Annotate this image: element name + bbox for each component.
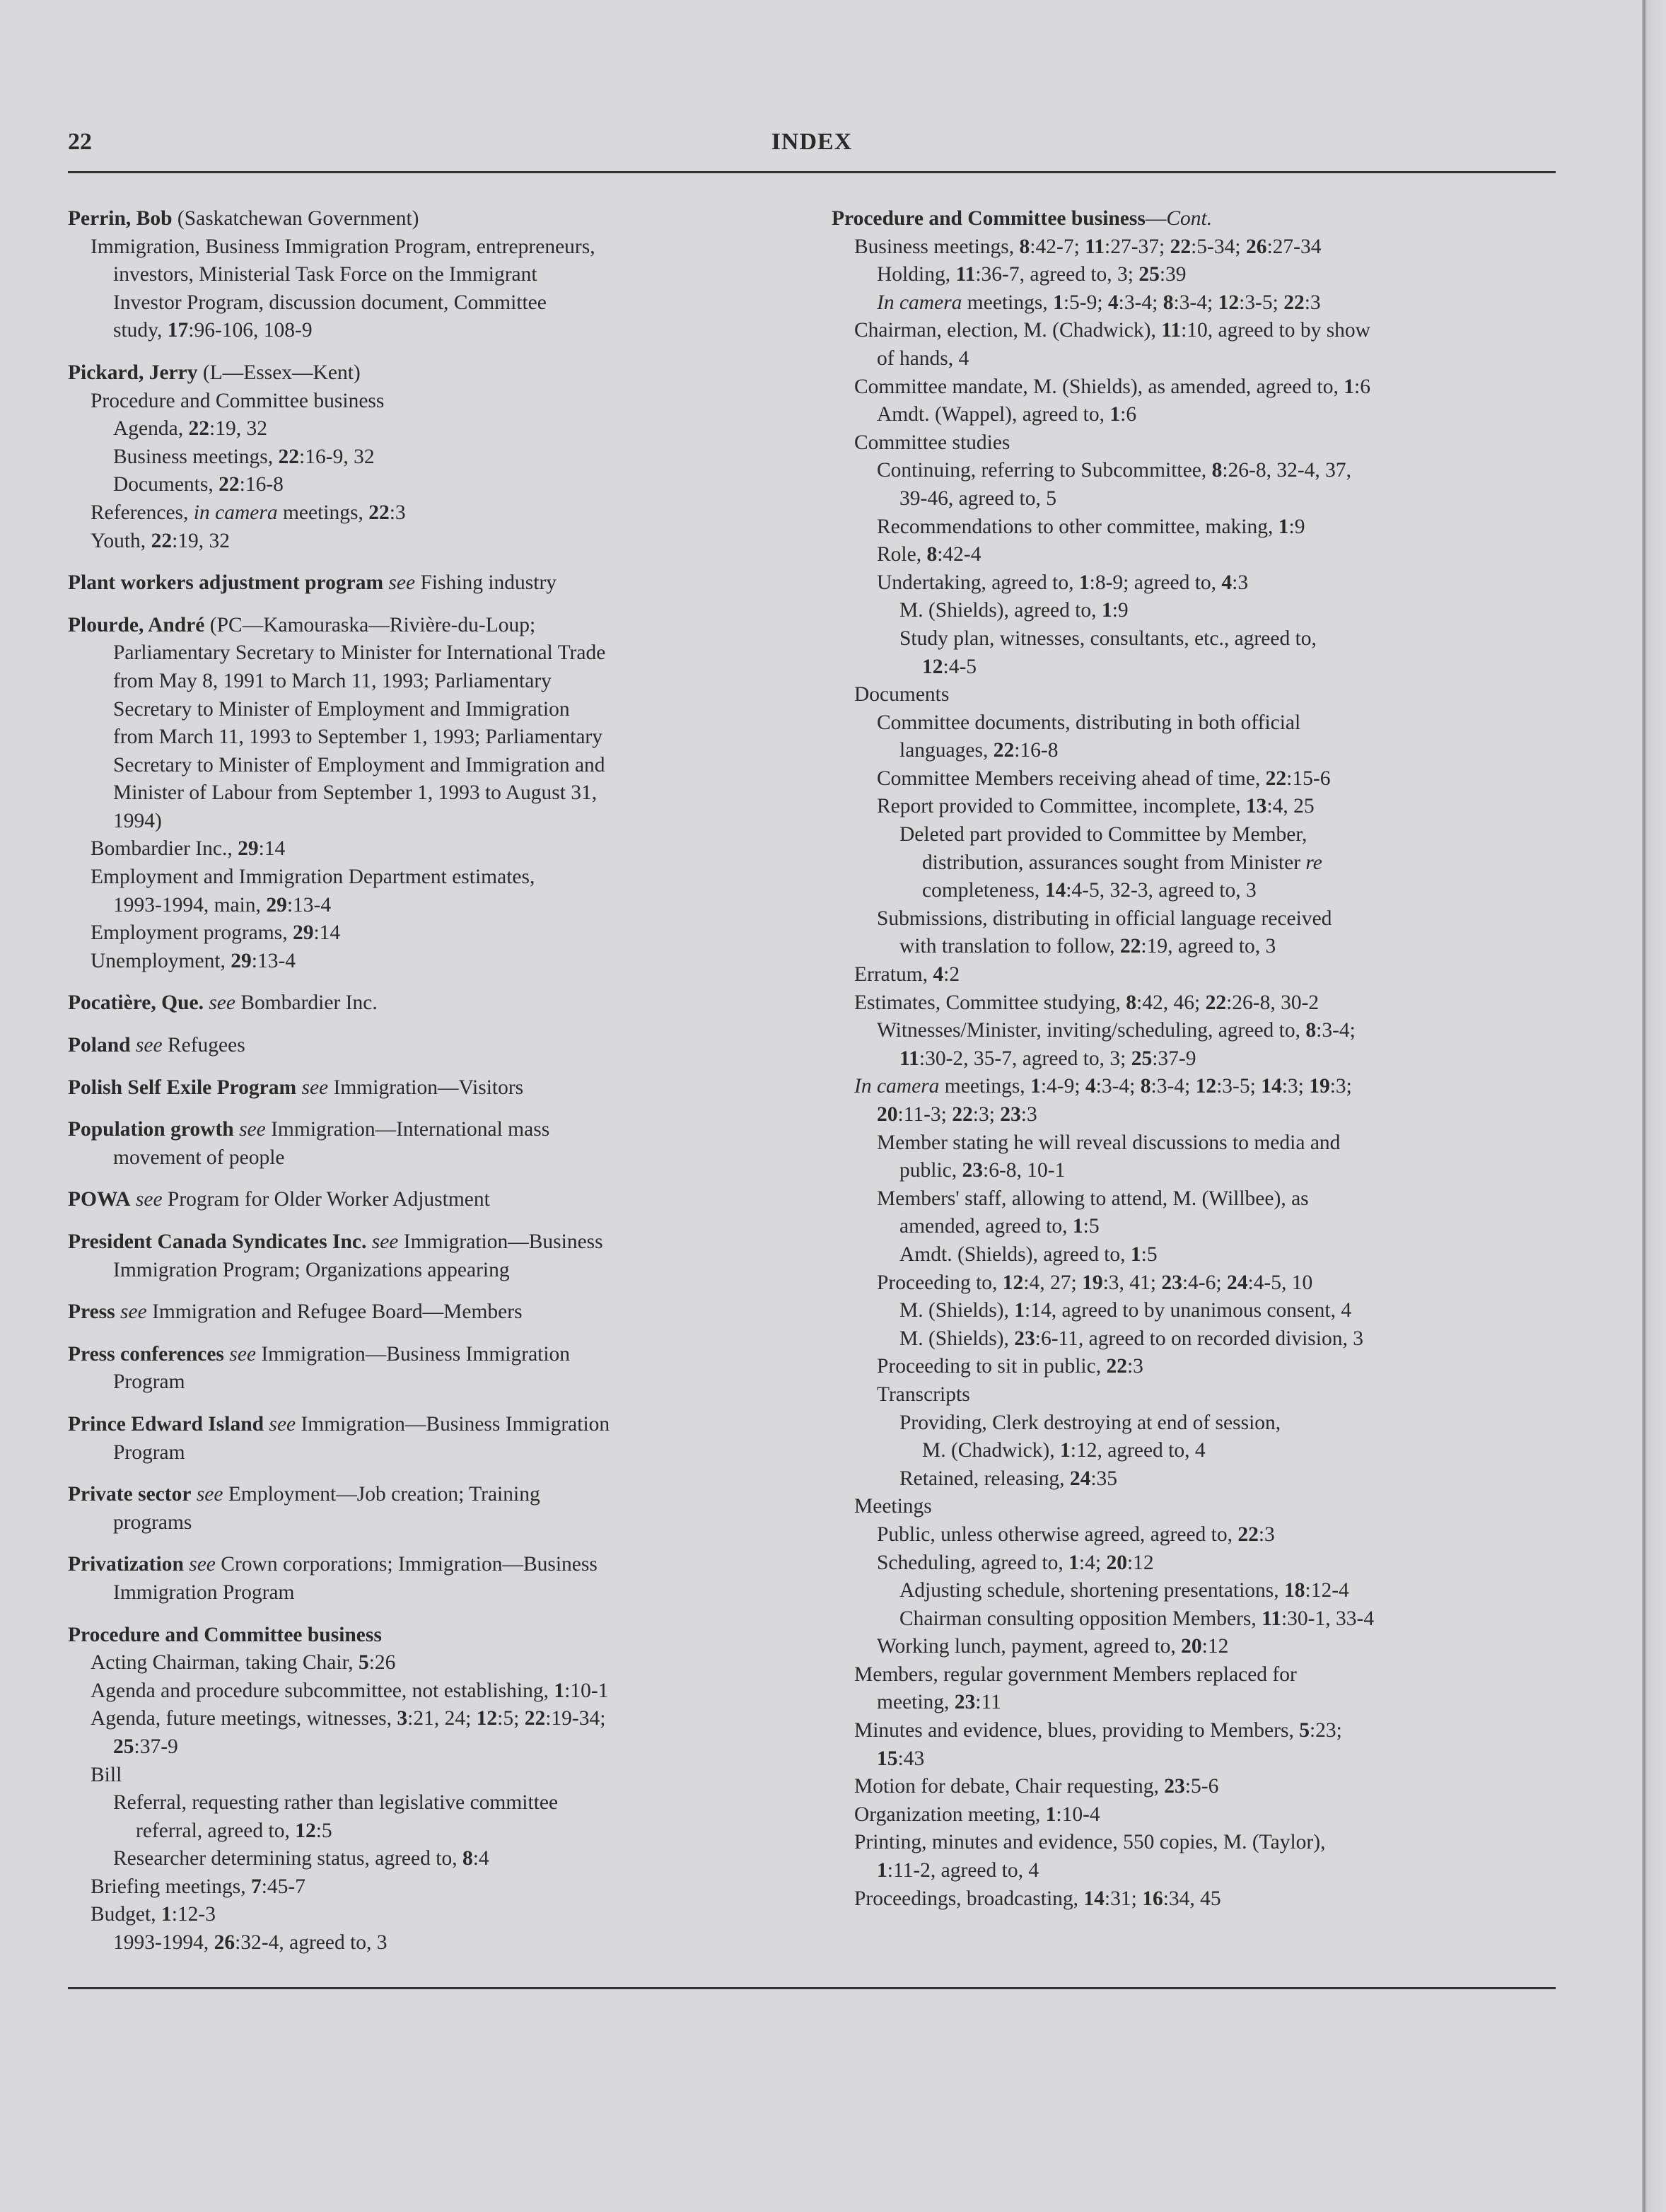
index-subentry: Committee mandate, M. (Shields), as amended, agreed to, 1:6 — [854, 375, 1370, 398]
page-number: 22 — [68, 129, 92, 155]
index-subentry: Motion for debate, Chair requesting, 23:5-6 — [854, 1775, 1219, 1798]
index-subentry: References, in camera meetings, 22:3 — [91, 501, 406, 524]
index-subentry: M. (Shields), 23:6-11, agreed to on recorded division, 3 — [899, 1327, 1363, 1350]
index-subentry: Members, regular government Members replaced for — [854, 1663, 1297, 1686]
index-subentry: 15:43 — [877, 1747, 925, 1770]
index-subentry: Immigration Program; Organizations appearing — [113, 1258, 510, 1281]
index-subentry: Organization meeting, 1:10-4 — [854, 1803, 1100, 1826]
index-subentry: distribution, assurances sought from Minister re — [922, 851, 1322, 874]
index-subentry: Researcher determining status, agreed to, 8:4 — [113, 1847, 489, 1870]
index-subentry: Deleted part provided to Committee by Member, — [899, 823, 1307, 846]
index-subentry: Secretary to Minister of Employment and Immigration and — [113, 753, 605, 776]
index-subentry: Chairman, election, M. (Chadwick), 11:10, agreed to by show — [854, 319, 1370, 342]
index-subentry: Member stating he will reveal discussions to media and — [877, 1131, 1341, 1154]
index-subentry: Briefing meetings, 7:45-7 — [91, 1875, 305, 1898]
index-entry — [68, 1411, 853, 1467]
index-entry — [68, 989, 853, 1018]
index-subentry: In camera meetings, 1:5-9; 4:3-4; 8:3-4; 12:3-5; 22:3 — [877, 291, 1321, 314]
index-subentry: Immigration, Business Immigration Program, entrepreneurs, — [91, 235, 595, 258]
index-heading: Private sector see Employment—Job creation; Training — [68, 1483, 540, 1506]
index-subentry: Program — [113, 1440, 185, 1464]
index-column-right — [832, 205, 1617, 1927]
index-subentry: 11:30-2, 35-7, agreed to, 3; 25:37-9 — [899, 1047, 1196, 1070]
index-subentry: movement of people — [113, 1146, 285, 1169]
index-subentry: Members' staff, allowing to attend, M. (Willbee), as — [877, 1187, 1309, 1210]
index-subentry: Documents, 22:16-8 — [113, 473, 284, 496]
index-subentry: with translation to follow, 22:19, agreed to, 3 — [899, 935, 1276, 958]
index-subentry: Role, 8:42-4 — [877, 543, 981, 566]
index-subentry: 1:11-2, agreed to, 4 — [877, 1859, 1039, 1882]
index-subentry: Proceeding to sit in public, 22:3 — [877, 1355, 1143, 1378]
index-subentry: Committee documents, distributing in both official — [877, 711, 1301, 734]
index-subentry: Providing, Clerk destroying at end of session, — [899, 1411, 1281, 1434]
index-subentry: 1994) — [113, 809, 162, 832]
index-subentry: investors, Ministerial Task Force on the Immigrant — [113, 263, 537, 286]
index-subentry: Agenda and procedure subcommittee, not establishing, 1:10-1 — [91, 1679, 609, 1702]
index-subentry: Employment programs, 29:14 — [91, 921, 341, 945]
index-heading: Perrin, Bob (Saskatchewan Government) — [68, 207, 419, 230]
index-column-left — [68, 205, 853, 1972]
index-subentry: Parliamentary Secretary to Minister for International Trade — [113, 641, 606, 665]
index-subentry: 12:4-5 — [922, 655, 977, 678]
index-subentry: Minutes and evidence, blues, providing to Members, 5:23; — [854, 1719, 1342, 1742]
index-entry — [68, 1298, 853, 1327]
index-entry — [68, 612, 853, 976]
index-subentry: public, 23:6-8, 10-1 — [899, 1159, 1066, 1182]
index-subentry: Agenda, 22:19, 32 — [113, 417, 267, 441]
index-heading: Press conferences see Immigration—Business Immigration — [68, 1342, 571, 1366]
index-subentry: Continuing, referring to Subcommittee, 8:26-8, 32-4, 37, — [877, 459, 1352, 482]
index-entry — [68, 1622, 853, 1957]
index-heading: Pocatière, Que. see Bombardier Inc. — [68, 991, 378, 1015]
index-subentry: Secretary to Minister of Employment and Immigration — [113, 697, 570, 721]
index-subentry: from March 11, 1993 to September 1, 1993; Parliamentary — [113, 726, 602, 749]
index-subentry: referral, agreed to, 12:5 — [136, 1819, 332, 1842]
index-subentry: amended, agreed to, 1:5 — [899, 1215, 1100, 1238]
index-entry — [68, 1341, 853, 1397]
index-subentry: Undertaking, agreed to, 1:8-9; agreed to, 4:3 — [877, 571, 1249, 594]
index-subentry: languages, 22:16-8 — [899, 739, 1059, 762]
index-entry — [68, 569, 853, 598]
index-subentry: Proceedings, broadcasting, 14:31; 16:34, 45 — [854, 1887, 1221, 1910]
index-entry — [68, 1186, 853, 1214]
index-subentry: from May 8, 1991 to March 11, 1993; Parliamentary — [113, 669, 552, 692]
header-rule — [68, 171, 1556, 173]
index-subentry: 1993-1994, 26:32-4, agreed to, 3 — [113, 1931, 388, 1955]
index-subentry: M. (Chadwick), 1:12, agreed to, 4 — [922, 1439, 1206, 1462]
index-entry — [68, 1481, 853, 1537]
index-entry — [68, 1116, 853, 1172]
index-heading: Press see Immigration and Refugee Board—Members — [68, 1300, 523, 1324]
index-heading: President Canada Syndicates Inc. see Immigration—Business — [68, 1230, 603, 1253]
index-entry — [68, 359, 853, 555]
index-heading: Population growth see Immigration—International mass — [68, 1118, 550, 1141]
running-head: INDEX — [771, 129, 853, 155]
index-subentry: Report provided to Committee, incomplete, 13:4, 25 — [877, 795, 1315, 818]
index-subentry: Documents — [854, 683, 950, 706]
index-heading: POWA see Program for Older Worker Adjustment — [68, 1188, 490, 1211]
index-subentry: Scheduling, agreed to, 1:4; 20:12 — [877, 1551, 1154, 1574]
index-subentry: Meetings — [854, 1495, 932, 1518]
index-subentry: Budget, 1:12-3 — [91, 1903, 216, 1926]
index-subentry: Retained, releasing, 24:35 — [899, 1467, 1118, 1490]
index-heading: Pickard, Jerry (L—Essex—Kent) — [68, 361, 361, 384]
index-subentry: Minister of Labour from September 1, 1993 to August 31, — [113, 781, 598, 805]
index-subentry: Investor Program, discussion document, Committee — [113, 291, 547, 314]
index-subentry: Recommendations to other committee, making, 1:9 — [877, 515, 1305, 538]
index-subentry: Study plan, witnesses, consultants, etc., agreed to, — [899, 627, 1317, 650]
index-subentry: Business meetings, 8:42-7; 11:27-37; 22:5-34; 26:27-34 — [854, 235, 1322, 258]
index-subentry: Program — [113, 1370, 185, 1394]
index-subentry: Submissions, distributing in official language received — [877, 907, 1332, 930]
index-subentry: Printing, minutes and evidence, 550 copies, M. (Taylor), — [854, 1831, 1326, 1854]
index-subentry: Acting Chairman, taking Chair, 5:26 — [91, 1651, 396, 1675]
index-subentry: Committee studies — [854, 431, 1010, 454]
index-heading: Polish Self Exile Program see Immigration—Visitors — [68, 1076, 524, 1099]
index-subentry: Public, unless otherwise agreed, agreed to, 22:3 — [877, 1523, 1275, 1546]
index-subentry: Adjusting schedule, shortening presentations, 18:12-4 — [899, 1579, 1349, 1602]
index-subentry: Amdt. (Shields), agreed to, 1:5 — [899, 1242, 1158, 1266]
index-subentry: Holding, 11:36-7, agreed to, 3; 25:39 — [877, 263, 1187, 286]
index-heading: Procedure and Committee business — [68, 1623, 382, 1646]
index-subentry: Transcripts — [877, 1382, 970, 1406]
index-subentry: 25:37-9 — [113, 1735, 178, 1758]
index-subentry: Employment and Immigration Department estimates, — [91, 866, 535, 889]
index-entry — [68, 205, 853, 345]
index-subentry: M. (Shields), agreed to, 1:9 — [899, 599, 1129, 622]
index-subentry: Immigration Program — [113, 1581, 295, 1604]
index-entry — [68, 1551, 853, 1607]
index-subentry: of hands, 4 — [877, 347, 969, 370]
index-subentry: study, 17:96-106, 108-9 — [113, 319, 313, 342]
index-entry — [832, 205, 1617, 1913]
index-subentry: Procedure and Committee business — [91, 389, 385, 412]
index-subentry: programs — [113, 1510, 192, 1534]
index-subentry: Referral, requesting rather than legislative committee — [113, 1791, 559, 1815]
index-subentry: Committee Members receiving ahead of time, 22:15-6 — [877, 767, 1331, 790]
index-subentry: Estimates, Committee studying, 8:42, 46; 22:26-8, 30-2 — [854, 991, 1320, 1014]
index-subentry: Witnesses/Minister, inviting/scheduling, agreed to, 8:3-4; — [877, 1019, 1356, 1042]
index-subentry: Proceeding to, 12:4, 27; 19:3, 41; 23:4-6; 24:4-5, 10 — [877, 1271, 1313, 1294]
index-subentry: Erratum, 4:2 — [854, 963, 960, 986]
index-entry — [68, 1032, 853, 1060]
index-subentry: 20:11-3; 22:3; 23:3 — [877, 1103, 1037, 1126]
index-heading: Plourde, André (PC—Kamouraska—Rivière-du-Loup; — [68, 613, 536, 636]
index-subentry: Unemployment, 29:13-4 — [91, 949, 296, 972]
index-subentry: Chairman consulting opposition Members, 11:30-1, 33-4 — [899, 1607, 1375, 1630]
index-subentry: Bill — [91, 1763, 122, 1786]
index-subentry: 1993-1994, main, 29:13-4 — [113, 893, 332, 916]
index-subentry: meeting, 23:11 — [877, 1691, 1001, 1714]
index-subentry: completeness, 14:4-5, 32-3, agreed to, 3 — [922, 879, 1257, 902]
index-heading: Procedure and Committee business—Cont. — [832, 207, 1213, 230]
page-edge — [1642, 0, 1666, 2212]
index-subentry: Amdt. (Wappel), agreed to, 1:6 — [877, 403, 1137, 426]
index-entry — [68, 1228, 853, 1284]
page-header — [68, 129, 1556, 171]
index-subentry: M. (Shields), 1:14, agreed to by unanimous consent, 4 — [899, 1299, 1352, 1322]
index-subentry: 39-46, agreed to, 5 — [899, 487, 1056, 510]
index-subentry: In camera meetings, 1:4-9; 4:3-4; 8:3-4; 12:3-5; 14:3; 19:3; — [854, 1075, 1352, 1098]
index-heading: Plant workers adjustment program see Fishing industry — [68, 571, 557, 595]
index-heading: Privatization see Crown corporations; Immigration—Business — [68, 1553, 598, 1576]
index-subentry: Youth, 22:19, 32 — [91, 529, 231, 552]
index-heading: Poland see Refugees — [68, 1034, 245, 1057]
index-entry — [68, 1074, 853, 1102]
index-subentry: Working lunch, payment, agreed to, 20:12 — [877, 1635, 1229, 1658]
index-subentry: Agenda, future meetings, witnesses, 3:21, 24; 12:5; 22:19-34; — [91, 1707, 606, 1730]
index-subentry: Business meetings, 22:16-9, 32 — [113, 445, 375, 468]
index-subentry: Bombardier Inc., 29:14 — [91, 837, 286, 861]
footer-rule — [68, 1987, 1556, 1989]
index-heading: Prince Edward Island see Immigration—Business Immigration — [68, 1412, 610, 1436]
